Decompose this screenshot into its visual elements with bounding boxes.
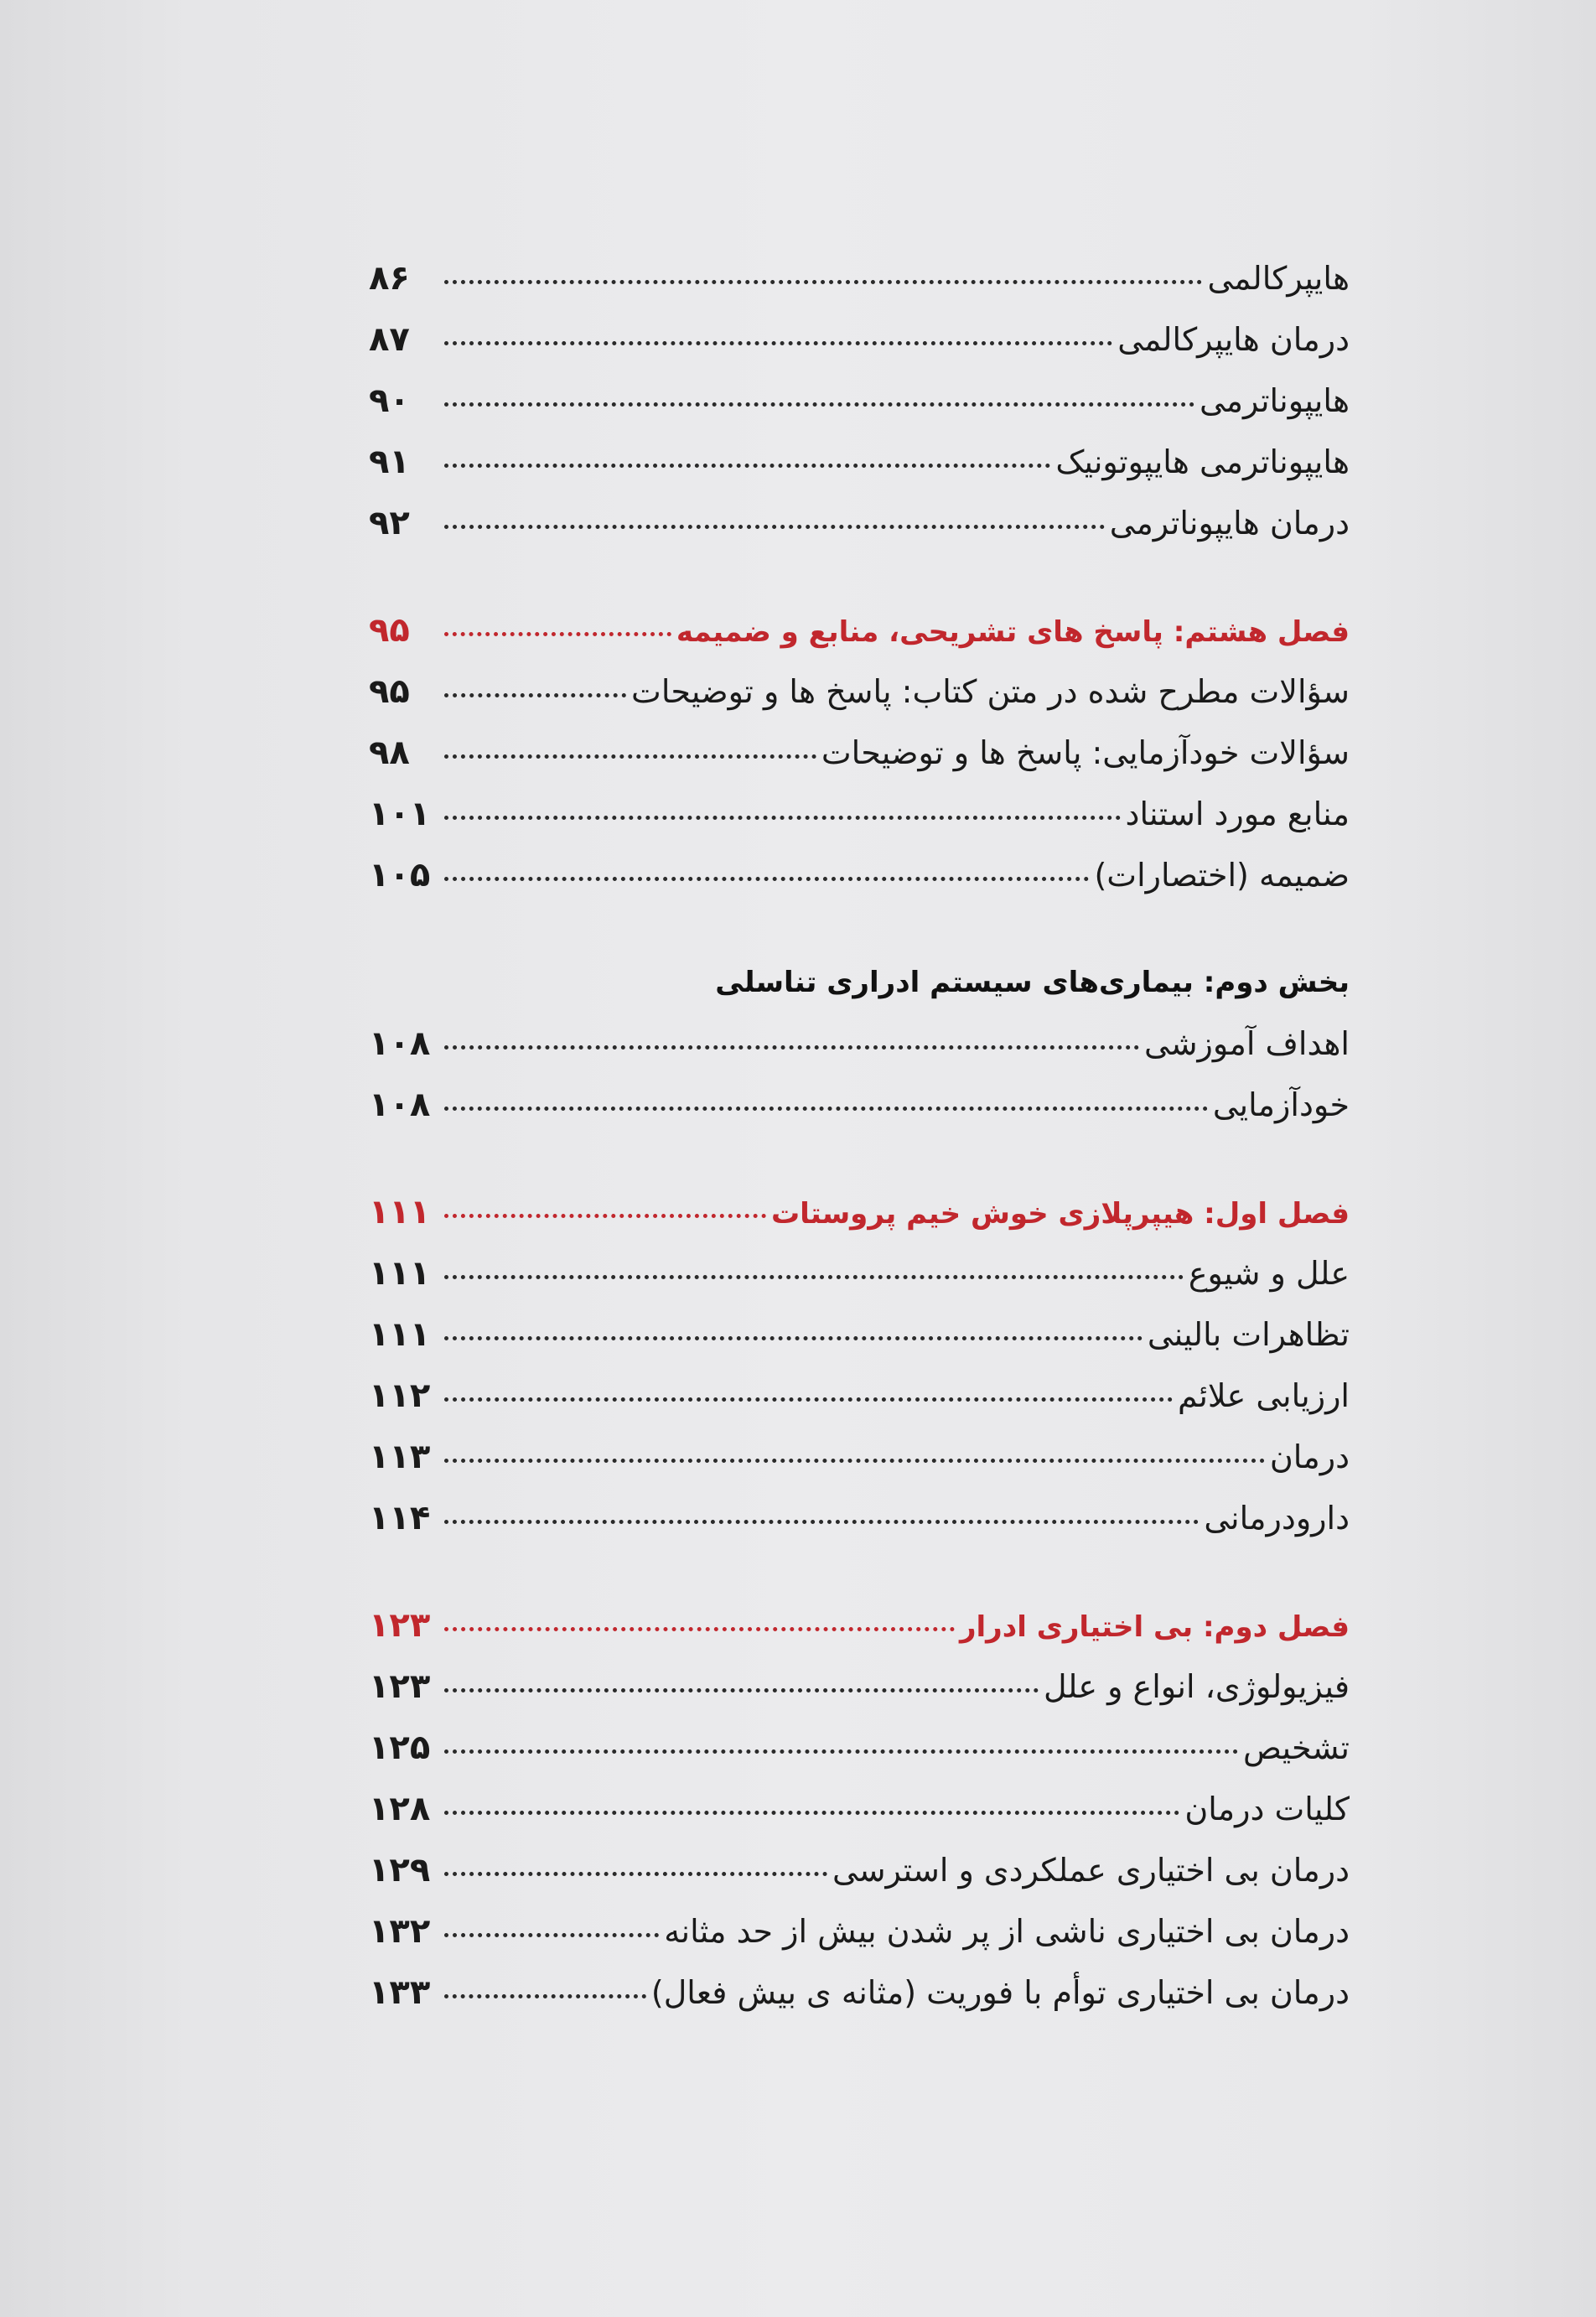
toc-entry — [369, 784, 1350, 845]
toc-entry — [369, 309, 1350, 371]
chapter-title: فصل دوم: بی اختیاری ادرار — [959, 1610, 1350, 1644]
entry-page: ۹۸ — [369, 733, 410, 772]
toc-group — [369, 952, 1350, 1136]
entry-page: ۱۲۵ — [369, 1729, 431, 1767]
toc-entry — [369, 1840, 1350, 1901]
chapter-heading — [369, 600, 1350, 661]
entry-page: ۱۳۲ — [369, 1912, 431, 1951]
entry-title: منابع مورد استناد — [1125, 796, 1350, 832]
chapter-title: فصل هشتم: پاسخ های تشریحی، منابع و ضمیمه — [676, 615, 1350, 649]
toc-entry — [369, 1962, 1350, 2024]
entry-page: ۱۳۳ — [369, 1973, 431, 2012]
group-spacer — [369, 906, 1350, 952]
dot-leader — [444, 754, 816, 759]
entry-title: درمان هایپوناترمی — [1109, 505, 1350, 542]
entry-page: ۹۲ — [369, 504, 410, 542]
dot-leader — [444, 1275, 1184, 1279]
toc-group — [369, 600, 1350, 906]
entry-page: ۱۱۱ — [369, 1254, 431, 1293]
dot-leader — [444, 1872, 827, 1876]
dot-leader — [444, 877, 1089, 881]
chapter-heading — [369, 1182, 1350, 1243]
chapter-title: فصل اول: هیپرپلازی خوش خیم پروستات — [770, 1197, 1350, 1231]
toc-entry — [369, 1366, 1350, 1427]
chapter-page: ۱۲۳ — [369, 1606, 431, 1645]
table-of-contents — [369, 248, 1350, 2024]
entry-title: ضمیمه (اختصارات) — [1094, 857, 1350, 894]
entry-page: ۱۰۵ — [369, 856, 431, 894]
entry-title: دارودرمانی — [1204, 1500, 1350, 1537]
entry-page: ۱۱۴ — [369, 1499, 431, 1537]
entry-title: خودآزمایی — [1212, 1086, 1350, 1123]
toc-entry — [369, 432, 1350, 493]
toc-entry — [369, 1488, 1350, 1549]
toc-entry — [369, 1656, 1350, 1718]
toc-entry — [369, 1779, 1350, 1840]
part-heading — [369, 952, 1350, 1013]
dot-leader — [444, 1214, 766, 1218]
chapter-page: ۱۱۱ — [369, 1193, 431, 1231]
dot-leader — [444, 1336, 1143, 1340]
entry-title: درمان بی اختیاری توأم با فوریت (مثانه ی بیش فعال) — [650, 1974, 1350, 2011]
dot-leader — [444, 1107, 1208, 1111]
entry-page: ۹۱ — [369, 443, 410, 481]
entry-title: تشخیص — [1242, 1729, 1350, 1766]
dot-leader — [444, 1811, 1179, 1815]
toc-group — [369, 1182, 1350, 1549]
toc-group — [369, 248, 1350, 554]
entry-page: ۹۰ — [369, 381, 410, 420]
dot-leader — [444, 280, 1202, 284]
group-spacer — [369, 1549, 1350, 1595]
dot-leader — [444, 1520, 1199, 1524]
dot-leader — [444, 1688, 1039, 1692]
entry-title: هایپوناترمی هایپوتونیک — [1055, 443, 1350, 480]
dot-leader — [444, 464, 1050, 468]
dot-leader — [444, 632, 671, 636]
entry-title: علل و شیوع — [1188, 1255, 1350, 1292]
entry-title: درمان — [1269, 1438, 1350, 1475]
chapter-heading — [369, 1595, 1350, 1656]
entry-page: ۱۱۱ — [369, 1315, 431, 1354]
entry-page: ۸۶ — [369, 259, 410, 298]
group-spacer — [369, 1136, 1350, 1182]
part-title: بخش دوم: بیماری‌های سیستم ادراری تناسلی — [715, 966, 1350, 999]
dot-leader — [444, 525, 1105, 529]
dot-leader — [444, 1749, 1238, 1754]
entry-title: ارزیابی علائم — [1178, 1377, 1350, 1414]
toc-entry — [369, 1243, 1350, 1304]
entry-title: اهداف آموزشی — [1144, 1025, 1350, 1062]
chapter-page: ۹۵ — [369, 611, 410, 650]
dot-leader — [444, 1933, 659, 1937]
dot-leader — [444, 816, 1121, 820]
dot-leader — [444, 1459, 1265, 1463]
entry-title: کلیات درمان — [1184, 1791, 1350, 1827]
entry-page: ۹۵ — [369, 672, 410, 711]
entry-title: سؤالات خودآزمایی: پاسخ ها و توضیحات — [821, 734, 1350, 771]
entry-page: ۱۲۳ — [369, 1667, 431, 1706]
entry-page: ۱۰۱ — [369, 795, 431, 833]
entry-title: تظاهرات بالینی — [1147, 1316, 1350, 1353]
toc-entry — [369, 1718, 1350, 1779]
group-spacer — [369, 554, 1350, 600]
entry-title: درمان بی اختیاری عملکردی و استرسی — [832, 1852, 1350, 1889]
entry-page: ۱۰۸ — [369, 1086, 431, 1124]
toc-entry — [369, 1427, 1350, 1488]
entry-title: درمان بی اختیاری ناشی از پر شدن بیش از حد مثانه — [664, 1913, 1350, 1950]
dot-leader — [444, 1397, 1173, 1402]
dot-leader — [444, 341, 1112, 345]
entry-page: ۱۲۸ — [369, 1790, 431, 1828]
toc-entry — [369, 1013, 1350, 1075]
entry-title: هایپوناترمی — [1199, 382, 1350, 419]
dot-leader — [444, 693, 626, 697]
entry-page: ۱۲۹ — [369, 1851, 431, 1889]
toc-entry — [369, 1901, 1350, 1962]
dot-leader — [444, 402, 1194, 407]
dot-leader — [444, 1994, 646, 1998]
entry-page: ۱۱۳ — [369, 1438, 431, 1476]
entry-title: هایپرکالمی — [1207, 260, 1350, 297]
toc-group — [369, 1595, 1350, 2024]
toc-entry — [369, 845, 1350, 906]
toc-entry — [369, 493, 1350, 554]
dot-leader — [444, 1045, 1139, 1050]
toc-entry — [369, 1304, 1350, 1366]
entry-title: درمان هایپرکالمی — [1117, 321, 1350, 358]
toc-entry — [369, 371, 1350, 432]
entry-page: ۱۱۲ — [369, 1376, 431, 1415]
toc-entry — [369, 1075, 1350, 1136]
toc-entry — [369, 661, 1350, 723]
entry-title: فیزیولوژی، انواع و علل — [1044, 1668, 1350, 1705]
dot-leader — [444, 1627, 955, 1631]
entry-title: سؤالات مطرح شده در متن کتاب: پاسخ ها و توضیحات — [631, 673, 1350, 710]
entry-page: ۸۷ — [369, 320, 410, 359]
entry-page: ۱۰۸ — [369, 1024, 431, 1063]
toc-entry — [369, 723, 1350, 784]
toc-entry — [369, 248, 1350, 309]
